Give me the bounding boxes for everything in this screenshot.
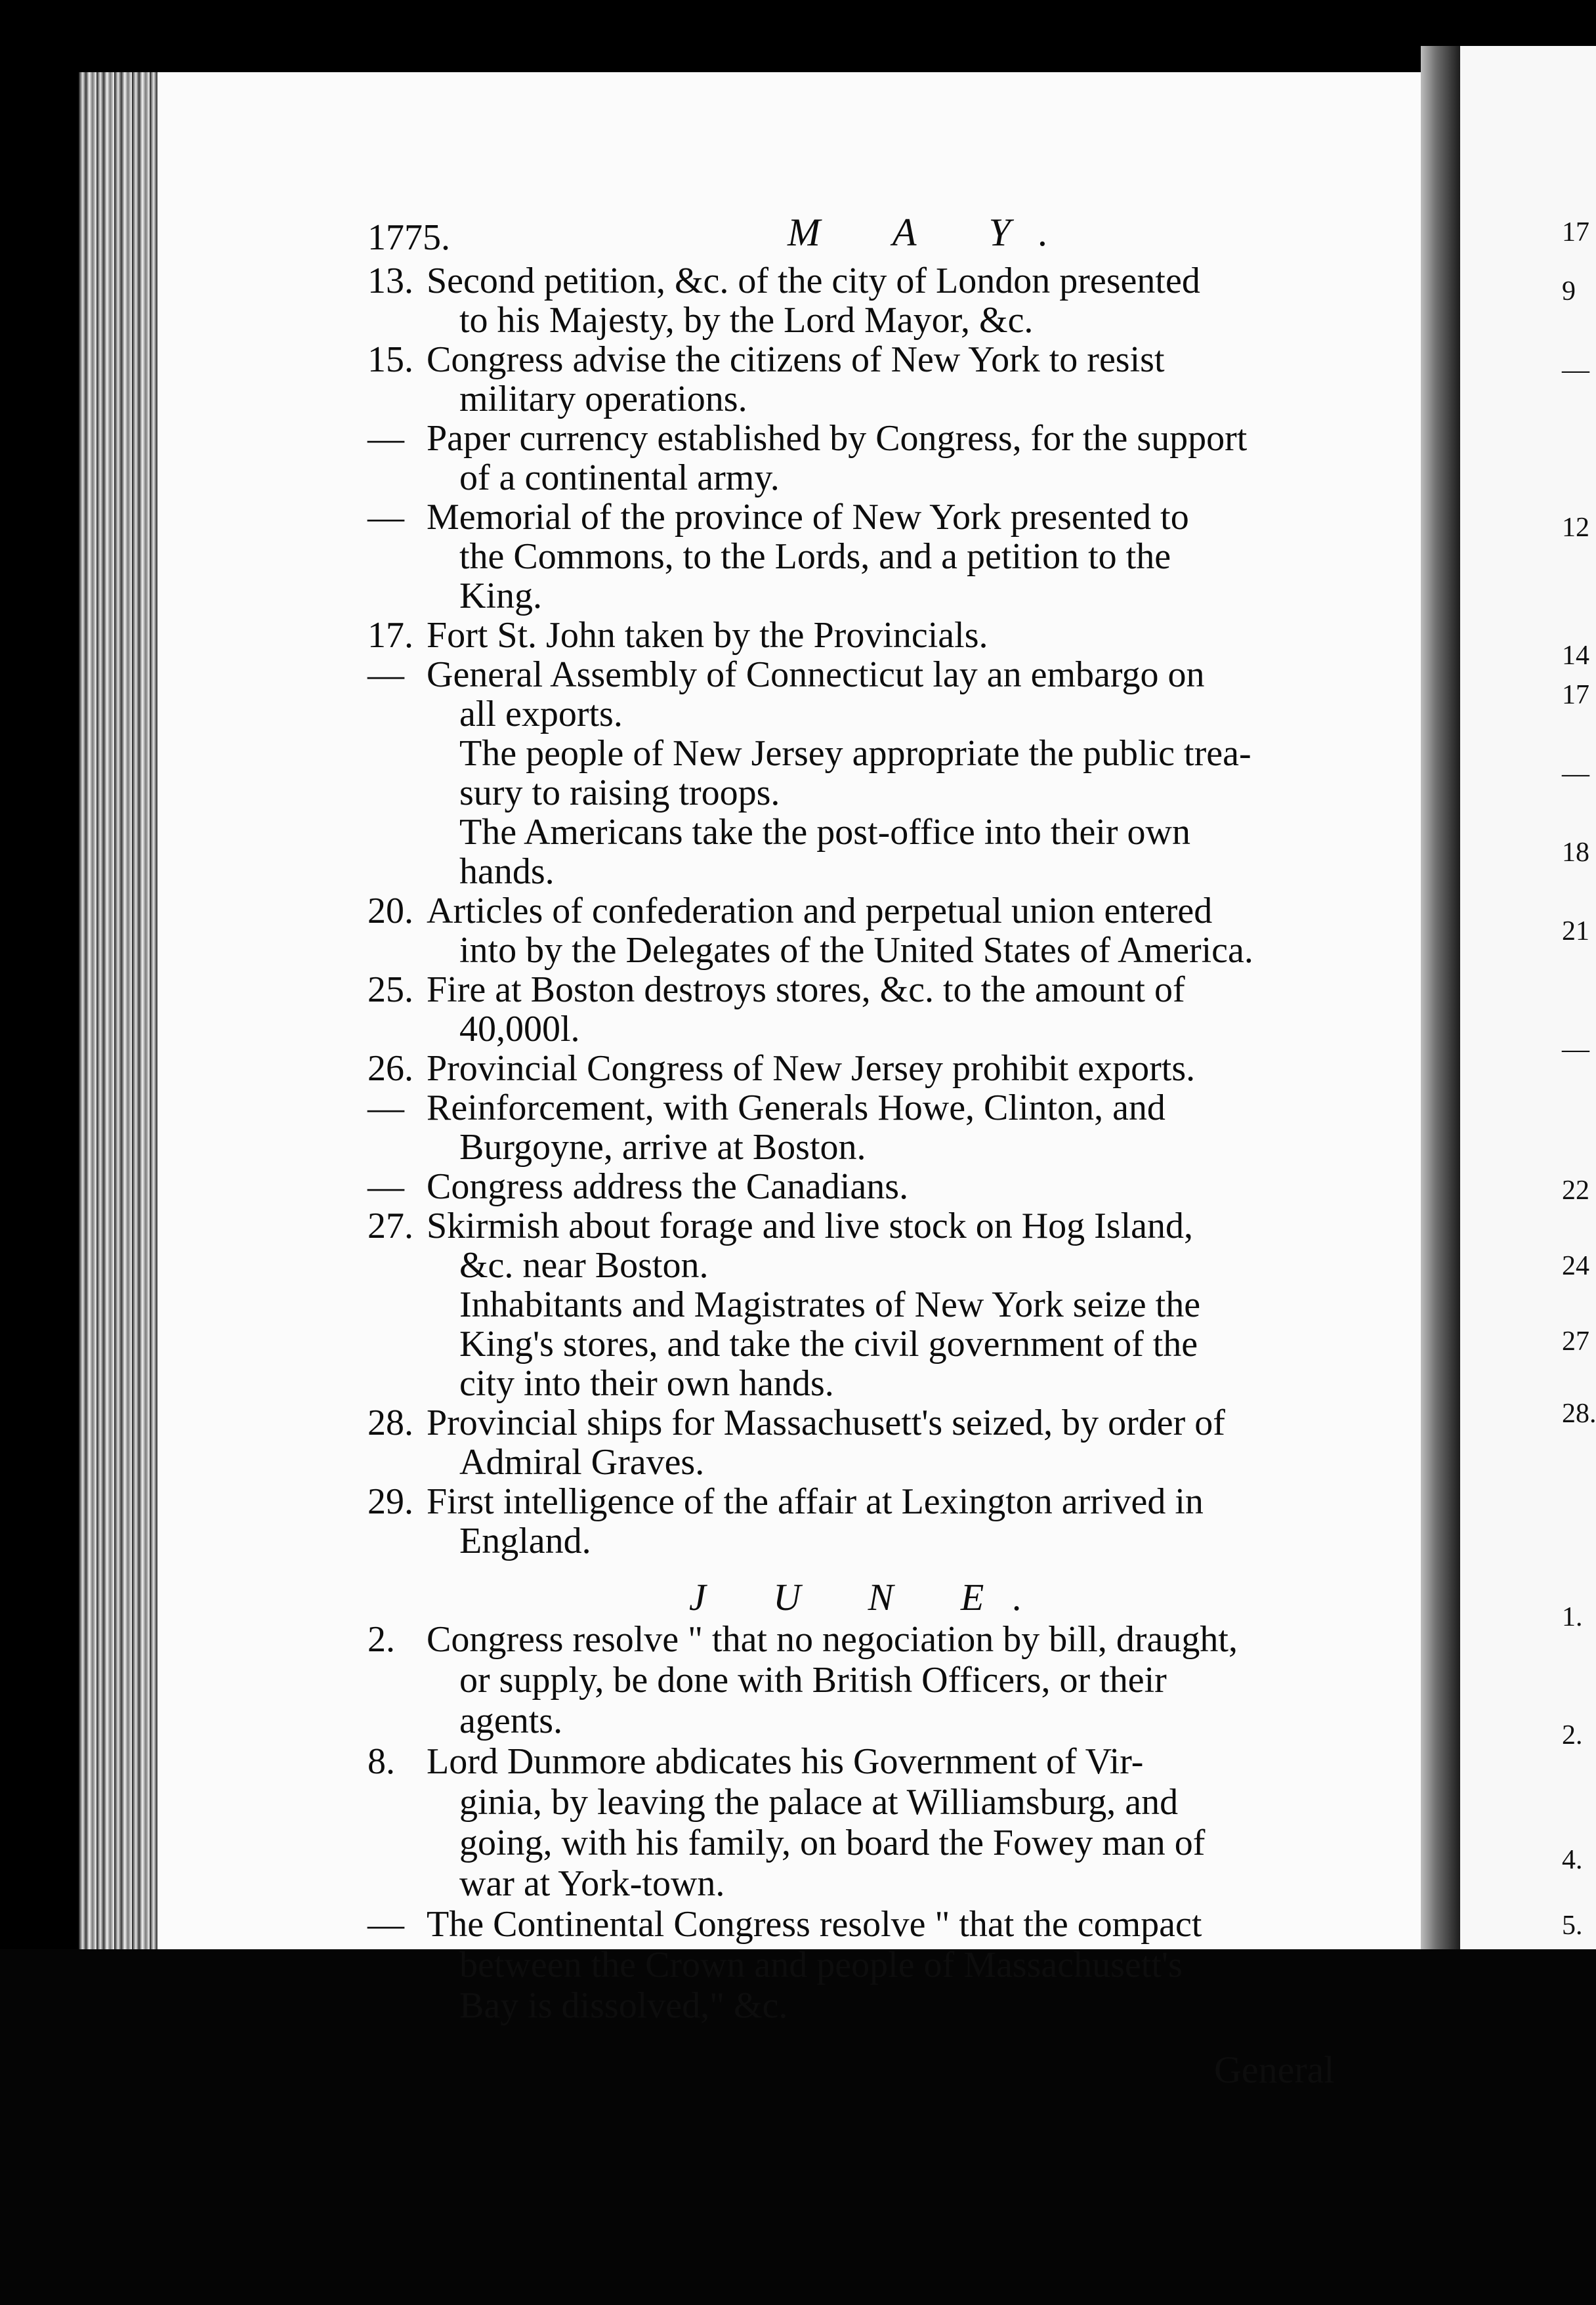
facing-page-margin-number: — (1562, 1034, 1589, 1065)
scan-background (0, 1945, 1596, 2305)
facing-page-margin-number: 2. (1562, 1720, 1583, 1750)
june-heading: J U N E. (689, 1576, 1051, 1618)
entry-day: 28. (368, 1403, 413, 1443)
entry-text: Paper currency established by Congress, for the support (427, 418, 1248, 459)
entry-text: Inhabitants and Magistrates of New York seize the (459, 1284, 1201, 1325)
facing-page-margin-number: 5. (1562, 1911, 1583, 1941)
entry-text: Skirmish about forage and live stock on Hog Island, (427, 1206, 1194, 1246)
facing-page-margin-number: 21 (1562, 916, 1589, 946)
entry-text: the Commons, to the Lords, and a petition to the (459, 536, 1171, 577)
entry-day: 29. (368, 1481, 413, 1522)
entry-text: Memorial of the province of New York presented to (427, 497, 1189, 538)
facing-page-margin-number: — (1562, 355, 1589, 385)
facing-page-margin-number: 27 (1562, 1326, 1589, 1357)
entry-day: 27. (368, 1206, 413, 1246)
entry-text: General Assembly of Connecticut lay an embargo on (427, 654, 1205, 695)
facing-page-margin-number: 17 (1562, 680, 1589, 710)
entry-text: Provincial Congress of New Jersey prohibit exports. (427, 1048, 1196, 1089)
entry-text: Fort St. John taken by the Provincials. (427, 615, 988, 656)
entry-text: Provincial ships for Massachusett's seized, by order of (427, 1403, 1225, 1443)
entry-text: agents. (459, 1701, 563, 1741)
entry-day: 25. (368, 969, 413, 1010)
entry-day: 20. (368, 891, 413, 931)
entry-day: 26. (368, 1048, 413, 1089)
entry-text: Bay is dissolved," &c. (459, 1985, 788, 2026)
facing-page-margin-number: 22 (1562, 1175, 1589, 1206)
facing-page-margin-number: 24 (1562, 1251, 1589, 1281)
facing-page-margin-number: 18 (1562, 837, 1589, 868)
entry-text: Congress advise the citizens of New York to resist (427, 339, 1165, 380)
catchword: General (1214, 2048, 1335, 2091)
entry-text: Admiral Graves. (459, 1442, 705, 1483)
entry-day: — (368, 418, 404, 459)
entry-day: — (368, 497, 404, 538)
entry-text: Burgoyne, arrive at Boston. (459, 1127, 866, 1168)
entry-text: to his Majesty, by the Lord Mayor, &c. (459, 300, 1034, 341)
facing-page-margin-number: 4. (1562, 1845, 1583, 1875)
facing-page-margin-number: 14 (1562, 641, 1589, 671)
entry-text: war at York-town. (459, 1863, 725, 1904)
entry-text: sury to raising troops. (459, 772, 780, 813)
entry-day: 2. (368, 1619, 395, 1660)
entry-text: Lord Dunmore abdicates his Government of Vir- (427, 1741, 1144, 1782)
entry-text: Reinforcement, with Generals Howe, Clinton, and (427, 1088, 1166, 1128)
entry-text: Second petition, &c. of the city of London presented (427, 261, 1200, 301)
facing-page-edge (1460, 46, 1596, 1949)
facing-page-margin-number: 28. (1562, 1399, 1596, 1429)
entry-text: Congress resolve " that no negociation by bill, draught, (427, 1619, 1238, 1660)
entry-day: — (368, 1904, 404, 1945)
entry-text: Articles of confederation and perpetual union entered (427, 891, 1213, 931)
entry-text: or supply, be done with British Officers, or their (459, 1660, 1167, 1701)
facing-page-margin-number: 12 (1562, 513, 1589, 543)
entry-text: The people of New Jersey appropriate the public trea- (459, 733, 1251, 774)
entry-day: 8. (368, 1741, 395, 1782)
entry-text: Congress address the Canadians. (427, 1166, 909, 1207)
entry-text: going, with his family, on board the Fowey man of (459, 1823, 1206, 1863)
entry-text: The Americans take the post-office into their own (459, 812, 1190, 853)
entry-text: First intelligence of the affair at Lexington arrived in (427, 1481, 1204, 1522)
entry-text: between the Crown and people of Massachusett's (459, 1945, 1183, 1985)
entry-text: city into their own hands. (459, 1363, 834, 1404)
entry-text: into by the Delegates of the United States of America. (459, 930, 1253, 971)
entry-day: 15. (368, 339, 413, 380)
entry-text: King's stores, and take the civil government of the (459, 1324, 1198, 1364)
entry-text: of a continental army. (459, 457, 780, 498)
entry-text: 40,000l. (459, 1009, 580, 1049)
page-year: 1775. (368, 217, 450, 258)
facing-page-margin-number: 1. (1562, 1602, 1583, 1632)
entry-text: all exports. (459, 694, 623, 734)
entry-text: ginia, by leaving the palace at Williamsburg, and (459, 1782, 1179, 1823)
entry-day: 13. (368, 261, 413, 301)
entry-text: The Continental Congress resolve " that the compact (427, 1904, 1202, 1945)
entry-day: — (368, 1088, 404, 1128)
entry-text: Fire at Boston destroys stores, &c. to the amount of (427, 969, 1185, 1010)
facing-page-margin-number: — (1562, 759, 1589, 789)
entry-text: hands. (459, 851, 555, 892)
entry-day: — (368, 1166, 404, 1207)
month-heading: M A Y. (788, 211, 1080, 254)
entry-text: King. (459, 576, 542, 616)
entry-text: &c. near Boston. (459, 1245, 709, 1286)
entry-text: England. (459, 1521, 591, 1561)
page-gutter (1421, 46, 1460, 1949)
entry-day: — (368, 654, 404, 695)
entry-day: 17. (368, 615, 413, 656)
facing-page-margin-number: 9 (1562, 276, 1576, 307)
entry-text: military operations. (459, 379, 747, 419)
book-spine-edges (79, 72, 171, 1949)
facing-page-margin-number: 17 (1562, 217, 1589, 247)
